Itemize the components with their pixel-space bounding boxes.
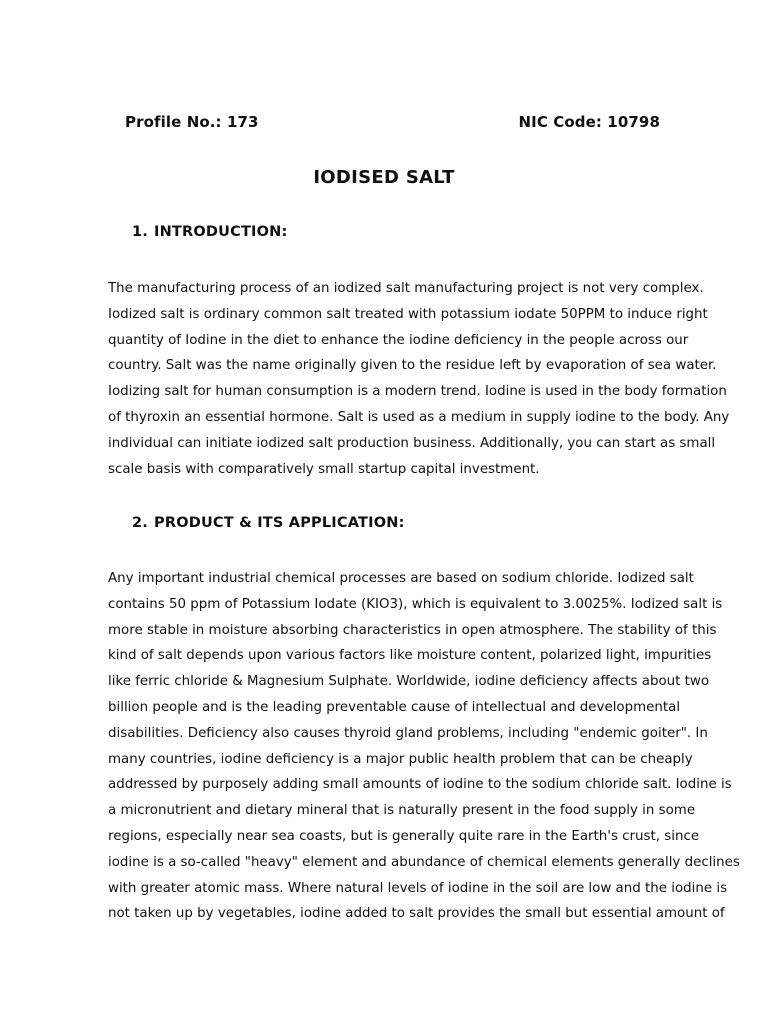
- paragraph-line: Iodizing salt for human consumption is a modern trend. Iodine is used in the body formation: [108, 384, 727, 400]
- section-title: INTRODUCTION:: [154, 224, 288, 240]
- section-heading-introduction: [132, 224, 288, 240]
- paragraph-line: addressed by purposely adding small amounts of iodine to the sodium chloride salt. Iodine is: [108, 777, 732, 793]
- section-heading-product-application: [132, 515, 405, 531]
- paragraph-line: contains 50 ppm of Potassium Iodate (KIO3), which is equivalent to 3.0025%. Iodized salt is: [108, 596, 723, 612]
- section-number: 2.: [132, 515, 148, 531]
- paragraph-line: Iodized salt is ordinary common salt treated with potassium iodate 50PPM to induce right: [108, 306, 708, 322]
- paragraph-line: quantity of Iodine in the diet to enhance the iodine deficiency in the people across our: [108, 332, 689, 348]
- paragraph-line: Any important industrial chemical processes are based on sodium chloride. Iodized salt: [108, 571, 694, 586]
- paragraph-line: disabilities. Deficiency also causes thyroid gland problems, including "endemic goiter". In: [108, 725, 708, 741]
- paragraph-line: kind of salt depends upon various factors like moisture content, polarized light, impurities: [108, 648, 712, 664]
- paragraph-line: regions, especially near sea coasts, but is generally quite rare in the Earth's crust, since: [108, 828, 700, 844]
- paragraph-line: The manufacturing process of an iodized salt manufacturing project is not very complex.: [108, 281, 704, 296]
- paragraph-line: many countries, iodine deficiency is a major public health problem that can be cheaply: [108, 751, 693, 767]
- paragraph-line: like ferric chloride & Magnesium Sulphate. Worldwide, iodine deficiency affects about two: [108, 674, 710, 690]
- paragraph-line: of thyroxin an essential hormone. Salt is used as a medium in supply iodine to the body. Any: [108, 409, 730, 425]
- profile-number: Profile No.: 173: [125, 113, 259, 131]
- nic-code: NIC Code: 10798: [518, 113, 660, 131]
- paragraph-line: a micronutrient and dietary mineral that is naturally present in the food supply in some: [108, 803, 696, 819]
- paragraph-line: with greater atomic mass. Where natural levels of iodine in the soil are low and the iodine is: [108, 880, 728, 896]
- product-application-paragraph: [108, 566, 740, 927]
- paragraph-line: more stable in moisture absorbing characteristics in open atmosphere. The stability of this: [108, 622, 717, 638]
- section-number: 1.: [132, 224, 148, 240]
- paragraph-line: individual can initiate iodized salt production business. Additionally, you can start as small: [108, 435, 716, 451]
- paragraph-line: scale basis with comparatively small startup capital investment.: [108, 461, 540, 477]
- document-title: IODISED SALT: [313, 167, 455, 188]
- paragraph-line: country. Salt was the name originally given to the residue left by evaporation of sea water.: [108, 358, 717, 374]
- introduction-paragraph: [108, 276, 730, 482]
- section-title: PRODUCT & ITS APPLICATION:: [154, 515, 405, 531]
- paragraph-line: iodine is a so-called "heavy" element and abundance of chemical elements generally declines: [108, 854, 740, 870]
- paragraph-line: billion people and is the leading preventable cause of intellectual and developmental: [108, 699, 681, 715]
- paragraph-line: not taken up by vegetables, iodine added to salt provides the small but essential amount of: [108, 906, 725, 922]
